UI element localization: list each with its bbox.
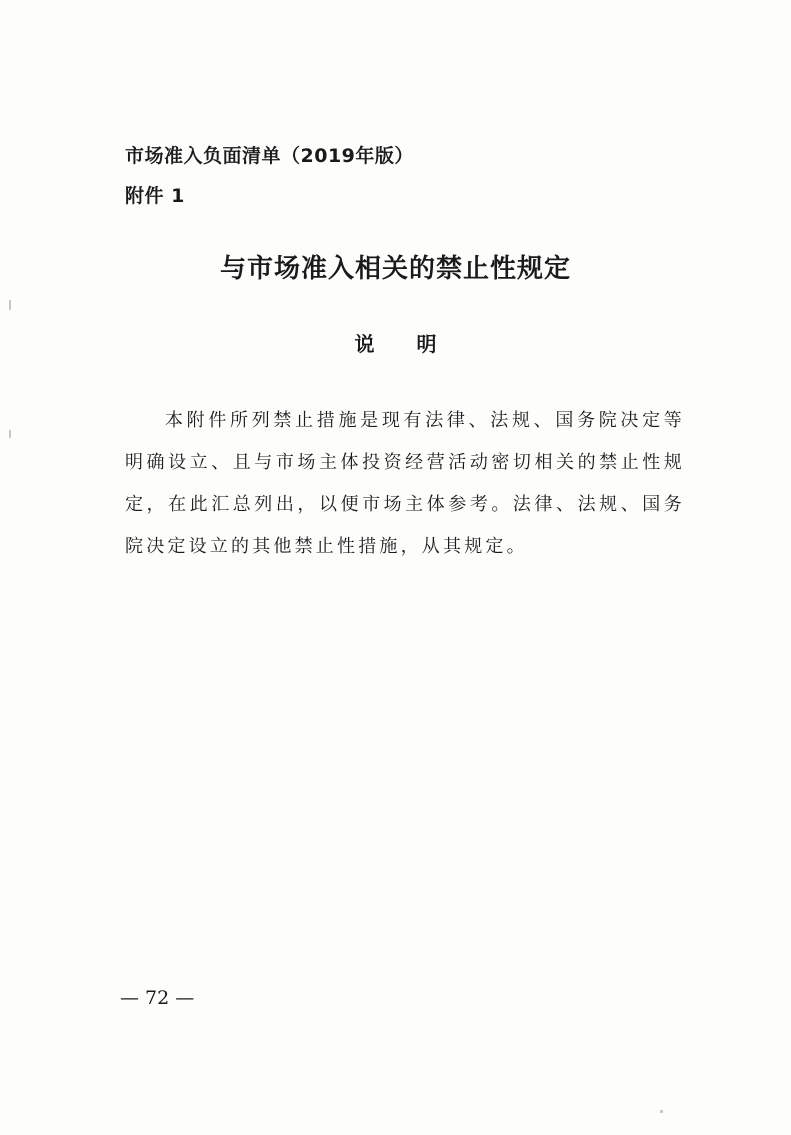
section-heading: 说明 [354,332,479,356]
body-paragraph: 本附件所列禁止措施是现有法律、法规、国务院决定等明确设立、且与市场主体投资经营活动密切相关的禁止性规定，在此汇总列出，以便市场主体参考。法律、法规、国务院决定设立的其他禁止性措施，从其规定。 [125,410,685,557]
list-title: 市场准入负面清单（2019年版） [125,145,414,167]
page-number: — 72 — [120,987,195,1009]
scan-mark [9,430,11,438]
scan-mark [660,1110,663,1113]
scan-mark [9,300,11,310]
document-title: 与市场准入相关的禁止性规定 [219,254,571,284]
attachment-label: 附件 1 [125,185,185,207]
